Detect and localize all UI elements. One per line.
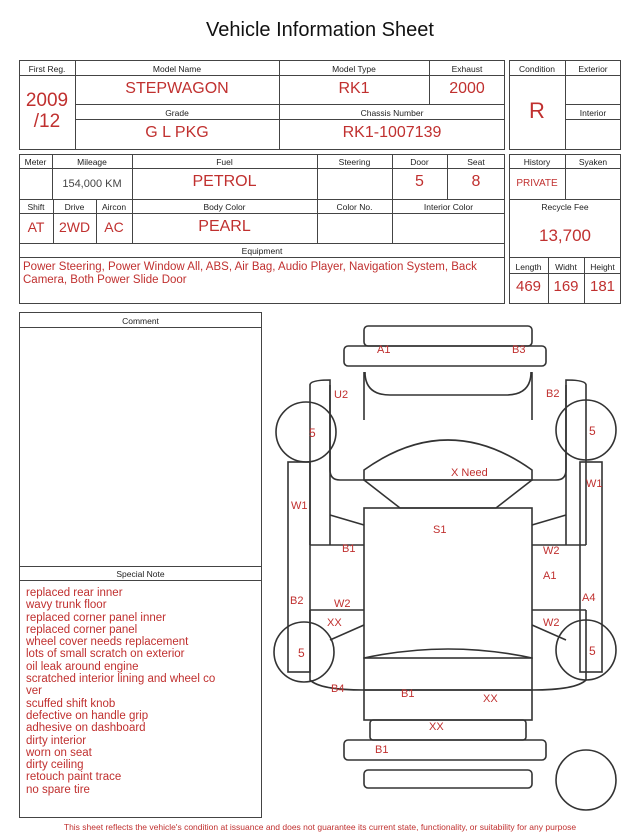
mark-front-bumper-right: B3 bbox=[512, 344, 526, 356]
recycle-fee-value: 13,700 bbox=[539, 226, 591, 245]
note-item: scratched interior lining and wheel co bbox=[26, 673, 216, 686]
rear-roof bbox=[364, 649, 532, 690]
tyre-front-right-value: 5 bbox=[589, 424, 596, 438]
length-value: 469 bbox=[515, 278, 542, 295]
interior-header: Interior bbox=[579, 108, 607, 118]
mark-left-rear-quarter: B2 bbox=[290, 595, 304, 607]
note-item: retouch paint trace bbox=[26, 771, 122, 784]
note-item: lots of small scratch on exterior bbox=[26, 648, 185, 661]
note-item: oil leak around engine bbox=[26, 660, 139, 673]
mark-rear-glass: XX bbox=[483, 693, 498, 705]
seat-header: Seat bbox=[467, 157, 485, 167]
chassis-number-header: Chassis Number bbox=[360, 108, 424, 118]
mark-tailgate: XX bbox=[429, 721, 444, 733]
mark-windshield: X Need bbox=[451, 467, 488, 479]
mark-roof: S1 bbox=[433, 524, 447, 536]
note-item: worn on seat bbox=[26, 746, 92, 759]
mileage-header: Mileage bbox=[77, 157, 107, 167]
steering-header: Steering bbox=[338, 157, 371, 167]
spare-tyre bbox=[556, 750, 616, 810]
drive-value: 2WD bbox=[58, 219, 91, 235]
left-side-strip bbox=[288, 462, 310, 672]
note-item: wheel cover needs replacement bbox=[26, 636, 189, 649]
aircon-header: Aircon bbox=[101, 202, 127, 212]
rear-glass bbox=[364, 690, 532, 720]
note-item: replaced rear inner bbox=[26, 587, 123, 599]
front-panel bbox=[365, 372, 531, 395]
seat-value: 8 bbox=[471, 173, 481, 190]
disclaimer-footer: This sheet reflects the vehicle's condition at issuance and does not guarantee its current state, functionality, or suitability for any purpose bbox=[63, 822, 577, 832]
body-color-header: Body Color bbox=[203, 202, 246, 212]
note-item: dirty ceiling bbox=[26, 759, 84, 772]
tyre-rear-right-value: 5 bbox=[589, 644, 596, 658]
length-header: Length bbox=[515, 262, 542, 272]
equipment-value: Power Steering, Power Window All, ABS, Air Bag, Audio Player, Navigation System, Back Camera, Both Power Slide Door bbox=[23, 261, 477, 286]
grade-header: Grade bbox=[165, 108, 189, 118]
mark-left-rear-fender: XX bbox=[327, 617, 342, 629]
fuel-value: PETROL bbox=[192, 173, 257, 190]
exhaust-header: Exhaust bbox=[451, 64, 483, 74]
pillar-lines bbox=[330, 515, 566, 640]
condition-value: R bbox=[529, 98, 545, 123]
shift-value: AT bbox=[27, 219, 45, 235]
width-header: Widht bbox=[555, 262, 577, 272]
tyre-front-left bbox=[276, 402, 336, 462]
shift-header: Shift bbox=[27, 202, 45, 212]
syaken-header: Syaken bbox=[578, 157, 608, 167]
condition-header: Condition bbox=[519, 64, 555, 74]
mark-rear-bumper: B1 bbox=[375, 744, 389, 756]
height-value: 181 bbox=[589, 278, 616, 295]
note-item: adhesive on dashboard bbox=[26, 722, 146, 735]
mark-right-slide-door: W2 bbox=[543, 545, 560, 557]
windshield-base bbox=[364, 480, 532, 508]
mark-right-rear-quarter: A4 bbox=[582, 592, 596, 604]
tailgate bbox=[370, 720, 526, 740]
front-fenders bbox=[310, 380, 586, 545]
history-value: PRIVATE bbox=[516, 178, 558, 189]
comment-header: Comment bbox=[122, 316, 159, 326]
rear-bumper-lower bbox=[364, 770, 532, 788]
model-name-header: Model Name bbox=[152, 64, 202, 74]
mileage-value: 154,000 KM bbox=[62, 178, 122, 190]
grade-value: G L PKG bbox=[145, 124, 209, 141]
interior-color-header: Interior Color bbox=[423, 202, 474, 212]
mark-left-slide-door: B1 bbox=[342, 543, 356, 555]
mark-rear-roof: B1 bbox=[401, 688, 415, 700]
note-item: replaced corner panel inner bbox=[26, 611, 167, 624]
mark-front-left-fender: U2 bbox=[334, 389, 349, 401]
model-type-value: RK1 bbox=[338, 80, 370, 97]
mark-right-front-door: W1 bbox=[586, 478, 603, 490]
fuel-header: Fuel bbox=[216, 157, 233, 167]
drive-header: Drive bbox=[64, 202, 85, 212]
equipment-header: Equipment bbox=[241, 246, 283, 256]
windshield bbox=[364, 440, 532, 480]
mark-right-slide-door-2: A1 bbox=[543, 570, 557, 582]
meter-header: Meter bbox=[24, 157, 47, 167]
width-value: 169 bbox=[553, 278, 579, 295]
color-no-header: Color No. bbox=[336, 202, 373, 212]
recycle-fee-header: Recycle Fee bbox=[541, 202, 589, 212]
mark-right-rear-pillar: W2 bbox=[543, 617, 560, 629]
aircon-value: AC bbox=[104, 219, 124, 235]
first-reg-month: /12 bbox=[33, 111, 61, 132]
first-reg-header: First Reg. bbox=[28, 64, 66, 74]
note-item: no spare tire bbox=[26, 783, 90, 796]
first-reg-year: 2009 bbox=[25, 90, 69, 111]
door-value: 5 bbox=[415, 173, 424, 190]
car-damage-diagram bbox=[268, 318, 628, 818]
model-name-value: STEPWAGON bbox=[125, 80, 229, 97]
right-side-strip bbox=[580, 462, 602, 672]
exterior-header: Exterior bbox=[578, 64, 608, 74]
history-header: History bbox=[523, 157, 551, 167]
chassis-number-value: RK1-1007139 bbox=[342, 124, 442, 141]
exhaust-value: 2000 bbox=[449, 80, 485, 97]
a-pillars bbox=[364, 372, 532, 420]
body-color-value: PEARL bbox=[198, 218, 251, 235]
special-note-list bbox=[26, 587, 215, 796]
special-note-header: Special Note bbox=[116, 569, 165, 579]
hood-outline bbox=[330, 385, 566, 480]
front-bumper-upper bbox=[364, 326, 532, 346]
height-header: Height bbox=[590, 262, 615, 272]
mark-left-rear-corner: B4 bbox=[331, 683, 345, 695]
door-header: Door bbox=[410, 157, 429, 167]
mark-left-front-door: W1 bbox=[291, 500, 308, 512]
sheet-title: Vehicle Information Sheet bbox=[206, 19, 434, 41]
mark-left-rear-pillar: W2 bbox=[334, 598, 351, 610]
note-item: scuffed shift knob bbox=[26, 697, 116, 710]
roof bbox=[364, 508, 532, 658]
model-type-header: Model Type bbox=[332, 64, 376, 74]
mark-front-bumper-left: A1 bbox=[377, 344, 391, 356]
tyre-rear-left-value: 5 bbox=[298, 646, 305, 660]
note-item: wavy trunk floor bbox=[26, 599, 107, 612]
mark-front-right-fender: B2 bbox=[546, 388, 560, 400]
tyre-front-left-value: 5 bbox=[309, 426, 316, 440]
note-item: defective on handle grip bbox=[26, 709, 149, 722]
note-item: ver bbox=[26, 685, 42, 698]
note-item: replaced corner panel bbox=[26, 623, 138, 636]
note-item: dirty interior bbox=[26, 734, 87, 747]
